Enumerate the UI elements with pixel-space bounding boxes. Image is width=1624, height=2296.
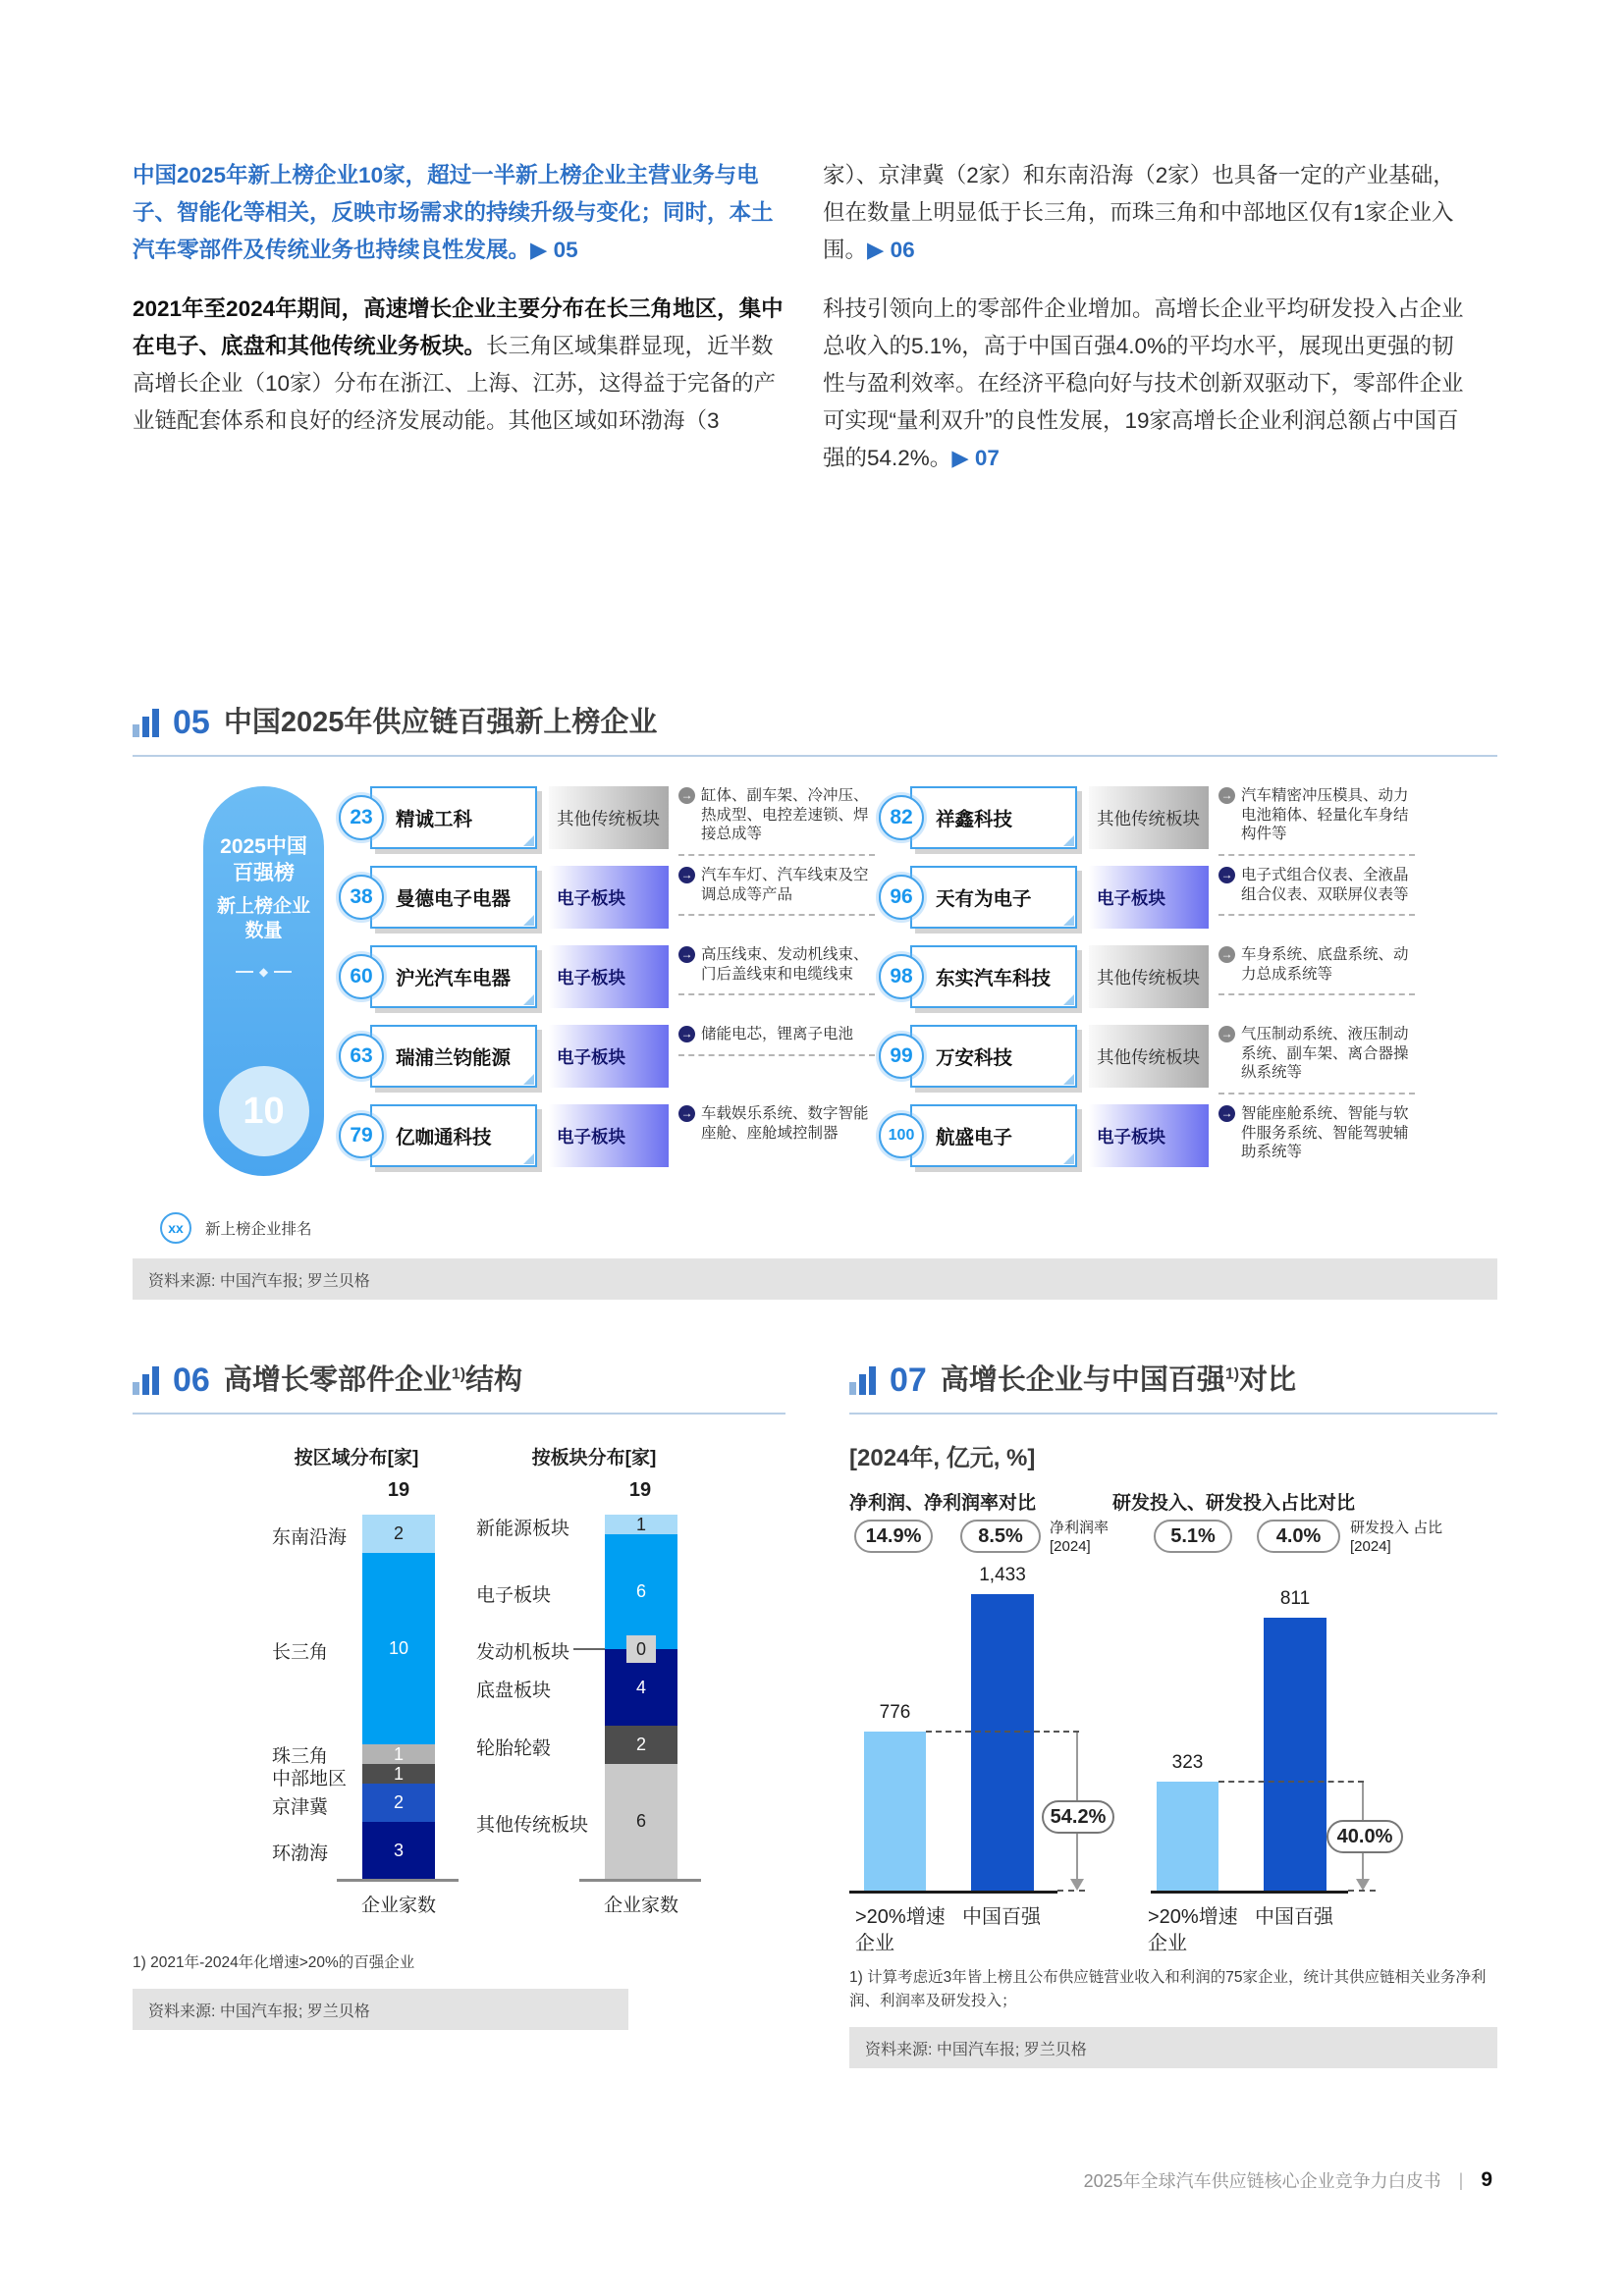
new-entrants-count: 10 — [219, 1066, 309, 1156]
sector-axis-baseline — [579, 1879, 701, 1882]
bar-segment: 1 — [605, 1515, 677, 1534]
company-row — [339, 786, 879, 849]
arrow-icon: → — [678, 867, 695, 883]
company-row — [339, 945, 879, 1008]
company-name-box: 万安科技 — [910, 1025, 1077, 1088]
figure-07-header — [849, 1360, 1497, 1401]
figure-06-header — [133, 1360, 785, 1401]
rank-badge: 96 — [879, 875, 924, 920]
company-products-text: 缸体、副车架、冷冲压、热成型、电控差速锁、焊接总成等 — [701, 787, 869, 842]
figure-05-legend — [160, 1211, 1497, 1245]
net-profit-rate-pill: 8.5% — [960, 1520, 1041, 1553]
rank-badge: 79 — [339, 1113, 384, 1158]
company-row — [879, 1025, 1419, 1088]
segment-tag: 其他传统板块 — [1089, 945, 1209, 1008]
comparison-dash-line — [926, 1731, 1079, 1733]
arrow-icon: → — [678, 1026, 695, 1042]
rnd-baseline — [1151, 1891, 1348, 1894]
arrow-icon: → — [1218, 1026, 1235, 1042]
figure-07-source: 资料来源: 中国汽车报; 罗兰贝格 — [849, 2027, 1497, 2068]
figure-05-source: 资料来源: 中国汽车报; 罗兰贝格 — [133, 1258, 1497, 1300]
category-label: 中国百强 — [1255, 1906, 1333, 1928]
rank-badge: 82 — [879, 795, 924, 840]
bar-segment: 4 — [605, 1649, 677, 1726]
intro-right-p1-text: 家）、京津冀（2家）和东南沿海（2家）也具备一定的产业基础，但在数量上明显低于长三角，而珠三角和中部地区仅有1家企业入围。 — [823, 163, 1455, 262]
rnd-rate-label: 研发投入 占比[2024] — [1350, 1520, 1443, 1555]
company-name-box: 天有为电子 — [910, 866, 1077, 929]
rank-badge: 99 — [879, 1034, 924, 1079]
footer-doc-title: 2025年全球汽车供应链核心企业竞争力白皮书 — [1083, 2171, 1441, 2191]
rank-badge: 98 — [879, 954, 924, 999]
company-products — [1218, 945, 1419, 984]
rnd-bar-top100 — [1264, 1618, 1326, 1891]
intro-left-p1-text: 中国2025年新上榜企业10家，超过一半新上榜企业主营业务与电子、智能化等相关，反映市场需求的持续升级与变化；同时，本土汽车零部件及传统业务也持续良性发展。 — [133, 163, 774, 262]
figure-ref-06: ▶ 06 — [867, 238, 915, 262]
intro-section — [133, 157, 1499, 499]
company-products — [1218, 866, 1419, 904]
category-label: >20%增速企业 — [1148, 1906, 1238, 1954]
intro-right-paragraph-1 — [823, 157, 1476, 269]
capsule-line1: 2025中国百强榜 — [220, 835, 307, 884]
figure-07-title: 高增长企业与中国百强$^{1)}$对比 — [940, 1363, 1297, 1396]
comparison-dash-line — [1218, 1781, 1364, 1783]
figure-06-source: 资料来源: 中国汽车报; 罗兰贝格 — [133, 1989, 628, 2030]
region-total: 19 — [387, 1479, 410, 1501]
capsule-divider-ornament: ◆ — [236, 965, 292, 979]
segment-tag: 其他传统板块 — [1089, 1025, 1209, 1088]
figure-05-left-column — [339, 786, 879, 1184]
company-name-box: 沪光汽车电器 — [370, 945, 537, 1008]
net-profit-heading: 净利润、净利润率对比 — [849, 1493, 1037, 1514]
intro-right-column — [823, 157, 1476, 499]
sector-label: 新能源板块 — [476, 1519, 570, 1539]
baseline-dash-extension — [1348, 1890, 1376, 1892]
sector-chart-title: 按板块分布[家] — [531, 1448, 657, 1468]
figure-07-canvas — [849, 1488, 1497, 1964]
segment-tag: 电子板块 — [1089, 1104, 1209, 1167]
company-products-text: 智能座舱系统、智能与软件服务系统、智能驾驶辅助系统等 — [1241, 1105, 1409, 1160]
sector-label: 发动机板块 — [476, 1642, 570, 1663]
company-name-box: 祥鑫科技 — [910, 786, 1077, 849]
bar-segment: 10 — [362, 1553, 435, 1744]
company-row — [339, 866, 879, 929]
figure-06-number: 06 — [173, 1362, 210, 1399]
intro-right-paragraph-2 — [823, 291, 1476, 477]
rnd-bar-growth — [1157, 1782, 1218, 1891]
figure-07 — [849, 1360, 1497, 2068]
figure-07-divider — [849, 1413, 1497, 1415]
region-axis-label: 企业家数 — [360, 1896, 436, 1916]
net-profit-bar-growth — [864, 1732, 926, 1891]
figure-06-title: 高增长零部件企业$^{1)}$结构 — [223, 1363, 523, 1396]
baseline-dash-extension — [1057, 1890, 1085, 1892]
company-products-text: 汽车精密冲压模具、动力电池箱体、轻量化车身结构件等 — [1241, 787, 1409, 842]
company-row — [879, 945, 1419, 1008]
rnd-heading: 研发投入、研发投入占比对比 — [1112, 1493, 1356, 1514]
intro-left-paragraph-2 — [133, 291, 785, 440]
footer-separator: | — [1458, 2169, 1464, 2190]
region-label: 中部地区 — [272, 1769, 348, 1789]
segment-tag: 电子板块 — [1089, 866, 1209, 929]
figure-ref-05: ▶ 05 — [530, 238, 578, 262]
engine-label-connector — [573, 1648, 605, 1650]
figure-05-number: 05 — [173, 704, 210, 741]
company-name-box: 瑞浦兰钧能源 — [370, 1025, 537, 1088]
company-products — [678, 945, 879, 984]
net-profit-rate-label: 净利润率 [2024] — [1050, 1520, 1110, 1555]
capsule-line2: 新上榜企业数量 — [216, 896, 310, 941]
company-products — [678, 866, 879, 904]
company-products — [1218, 786, 1419, 844]
sector-stacked-bar — [605, 1515, 677, 1879]
rnd-rate-pill: 4.0% — [1257, 1520, 1340, 1553]
intro-left-paragraph-1 — [133, 157, 785, 269]
bar-chart-icon — [133, 708, 159, 737]
bar-value: 1,433 — [979, 1565, 1026, 1585]
figure-07-subtitle: [2024年, 亿元, %] — [849, 1445, 1036, 1471]
arrow-icon: → — [678, 787, 695, 804]
company-name-box: 曼德电子电器 — [370, 866, 537, 929]
bar-segment: 1 — [362, 1764, 435, 1784]
region-label: 长三角 — [272, 1642, 329, 1663]
sector-total: 19 — [628, 1479, 652, 1501]
figure-05-divider — [133, 755, 1497, 757]
company-products — [1218, 1104, 1419, 1162]
region-stacked-bar — [362, 1515, 435, 1879]
rank-badge: 23 — [339, 795, 384, 840]
figure-05 — [133, 702, 1497, 1300]
figure-06-divider — [133, 1413, 785, 1415]
bar-segment: 6 — [605, 1764, 677, 1879]
company-products-text: 气压制动系统、液压制动系统、副车架、离合器操纵系统等 — [1241, 1026, 1409, 1081]
segment-tag: 电子板块 — [549, 1025, 669, 1088]
sector-label: 轮胎轮毂 — [476, 1738, 552, 1759]
page-number: 9 — [1481, 2168, 1492, 2191]
rank-legend-badge: xx — [160, 1212, 191, 1244]
company-row — [879, 866, 1419, 929]
company-products — [678, 1104, 879, 1143]
net-profit-ratio-callout: 54.2% — [1042, 1800, 1114, 1834]
company-name-box: 精诚工科 — [370, 786, 537, 849]
page-footer — [1084, 2167, 1492, 2193]
segment-tag: 电子板块 — [549, 1104, 669, 1167]
company-row — [879, 786, 1419, 849]
sector-label: 其他传统板块 — [476, 1815, 589, 1836]
net-profit-bar-top100 — [971, 1594, 1034, 1891]
bar-chart-icon — [849, 1365, 876, 1395]
company-row — [879, 1104, 1419, 1167]
category-label: >20%增速企业 — [855, 1906, 946, 1954]
segment-tag: 电子板块 — [549, 866, 669, 929]
bar-segment: 6 — [605, 1534, 677, 1649]
company-products-text: 车载娱乐系统、数字智能座舱、座舱域控制器 — [701, 1105, 869, 1142]
figure-05-title: 中国2025年供应链百强新上榜企业 — [223, 706, 658, 738]
category-label: 中国百强 — [962, 1906, 1041, 1928]
bar-segment: 2 — [362, 1515, 435, 1553]
rank-legend-text: 新上榜企业排名 — [205, 1221, 312, 1238]
company-products — [678, 786, 879, 844]
new-entrants-capsule — [203, 786, 324, 1176]
company-row — [339, 1104, 879, 1167]
bar-segment: 1 — [362, 1744, 435, 1764]
company-products-text: 储能电芯，锂离子电池 — [701, 1026, 854, 1042]
rank-badge: 60 — [339, 954, 384, 999]
region-label: 珠三角 — [272, 1746, 329, 1767]
arrow-icon: → — [1218, 867, 1235, 883]
bar-value: 811 — [1279, 1588, 1311, 1609]
figure-07-number: 07 — [890, 1362, 927, 1399]
company-products — [678, 1025, 879, 1044]
net-profit-baseline — [849, 1891, 1057, 1894]
region-chart-title: 按区域分布[家] — [294, 1448, 419, 1468]
intro-left-p2-bold: 2021年至2024年期间，高速增长企业主要分布在长三角地区，集中在电子、底盘和其他传统业务板块。 — [133, 296, 784, 358]
arrow-icon: → — [678, 946, 695, 963]
arrow-icon: → — [678, 1105, 695, 1122]
rnd-ratio-callout: 40.0% — [1326, 1820, 1403, 1853]
figure-06-footnote: 1) 2021年-2024年化增速>20%的百强企业 — [133, 1954, 415, 1971]
intro-left-p2-rest: 长三角区域集群显现，近半数高增长企业（10家）分布在浙江、上海、江苏，这得益于完备的产业链配套体系和良好的经济发展动能。其他区域如环渤海（3 — [133, 334, 777, 433]
figure-05-columns — [339, 786, 1497, 1184]
company-products-text: 汽车车灯、汽车线束及空调总成等产品 — [701, 867, 869, 903]
intro-left-column — [133, 157, 785, 499]
arrow-icon: → — [1218, 1105, 1235, 1122]
company-name-box: 东实汽车科技 — [910, 945, 1077, 1008]
company-products-text: 车身系统、底盘系统、动力总成系统等 — [1241, 946, 1409, 983]
bar-segment: 2 — [362, 1784, 435, 1822]
rnd-rate-pill: 5.1% — [1154, 1520, 1232, 1553]
figure-06 — [133, 1360, 785, 2030]
rank-badge: 100 — [879, 1113, 924, 1158]
engine-zero-box: 0 — [626, 1635, 656, 1663]
figure-05-right-column — [879, 786, 1419, 1184]
region-label: 环渤海 — [272, 1843, 329, 1864]
bar-segment: 2 — [605, 1726, 677, 1764]
company-name-box: 亿咖通科技 — [370, 1104, 537, 1167]
intro-right-p2-text: 科技引领向上的零部件企业增加。高增长企业平均研发投入占企业总收入的5.1%，高于中国百强4.0%的平均水平，展现出更强的韧性与盈利效率。在经济平稳向好与技术创新双驱动下，零部件企业可实现“量利双升”的良性发展，19家高增长企业利润总额占中国百强的54.2%。 — [823, 296, 1464, 470]
figure-05-header — [133, 702, 1497, 743]
figure-ref-07: ▶ 07 — [951, 446, 1000, 470]
region-axis-baseline — [337, 1879, 459, 1882]
segment-tag: 其他传统板块 — [549, 786, 669, 849]
segment-tag: 其他传统板块 — [1089, 786, 1209, 849]
segment-tag: 电子板块 — [549, 945, 669, 1008]
rank-badge: 63 — [339, 1034, 384, 1079]
arrow-icon: → — [1218, 946, 1235, 963]
net-profit-rate-pill: 14.9% — [854, 1520, 933, 1553]
figure-07-footnote: 1) 计算考虑近3年皆上榜且公布供应链营业收入和利润的75家企业，统计其供应链相关业务净利润、利润率及研发投入； — [849, 1969, 1487, 2009]
company-name-box: 航盛电子 — [910, 1104, 1077, 1167]
figure-05-body — [133, 786, 1497, 1184]
sector-label: 底盘板块 — [476, 1681, 552, 1701]
company-products — [1218, 1025, 1419, 1083]
bar-value: 323 — [1171, 1752, 1204, 1773]
company-products-text: 电子式组合仪表、全液晶组合仪表、双联屏仪表等 — [1241, 867, 1409, 903]
sector-label: 电子板块 — [476, 1585, 552, 1606]
company-products-text: 高压线束、发动机线束、门后盖线束和电缆线束 — [701, 946, 869, 983]
company-row — [339, 1025, 879, 1088]
arrow-icon: → — [1218, 787, 1235, 804]
bar-segment: 3 — [362, 1822, 435, 1879]
sector-axis-label: 企业家数 — [603, 1896, 678, 1916]
region-label: 京津冀 — [272, 1797, 329, 1818]
rank-badge: 38 — [339, 875, 384, 920]
bar-value: 776 — [879, 1702, 911, 1723]
figure-06-canvas — [133, 1443, 785, 1934]
bar-chart-icon — [133, 1365, 159, 1395]
region-label: 东南沿海 — [272, 1527, 348, 1548]
